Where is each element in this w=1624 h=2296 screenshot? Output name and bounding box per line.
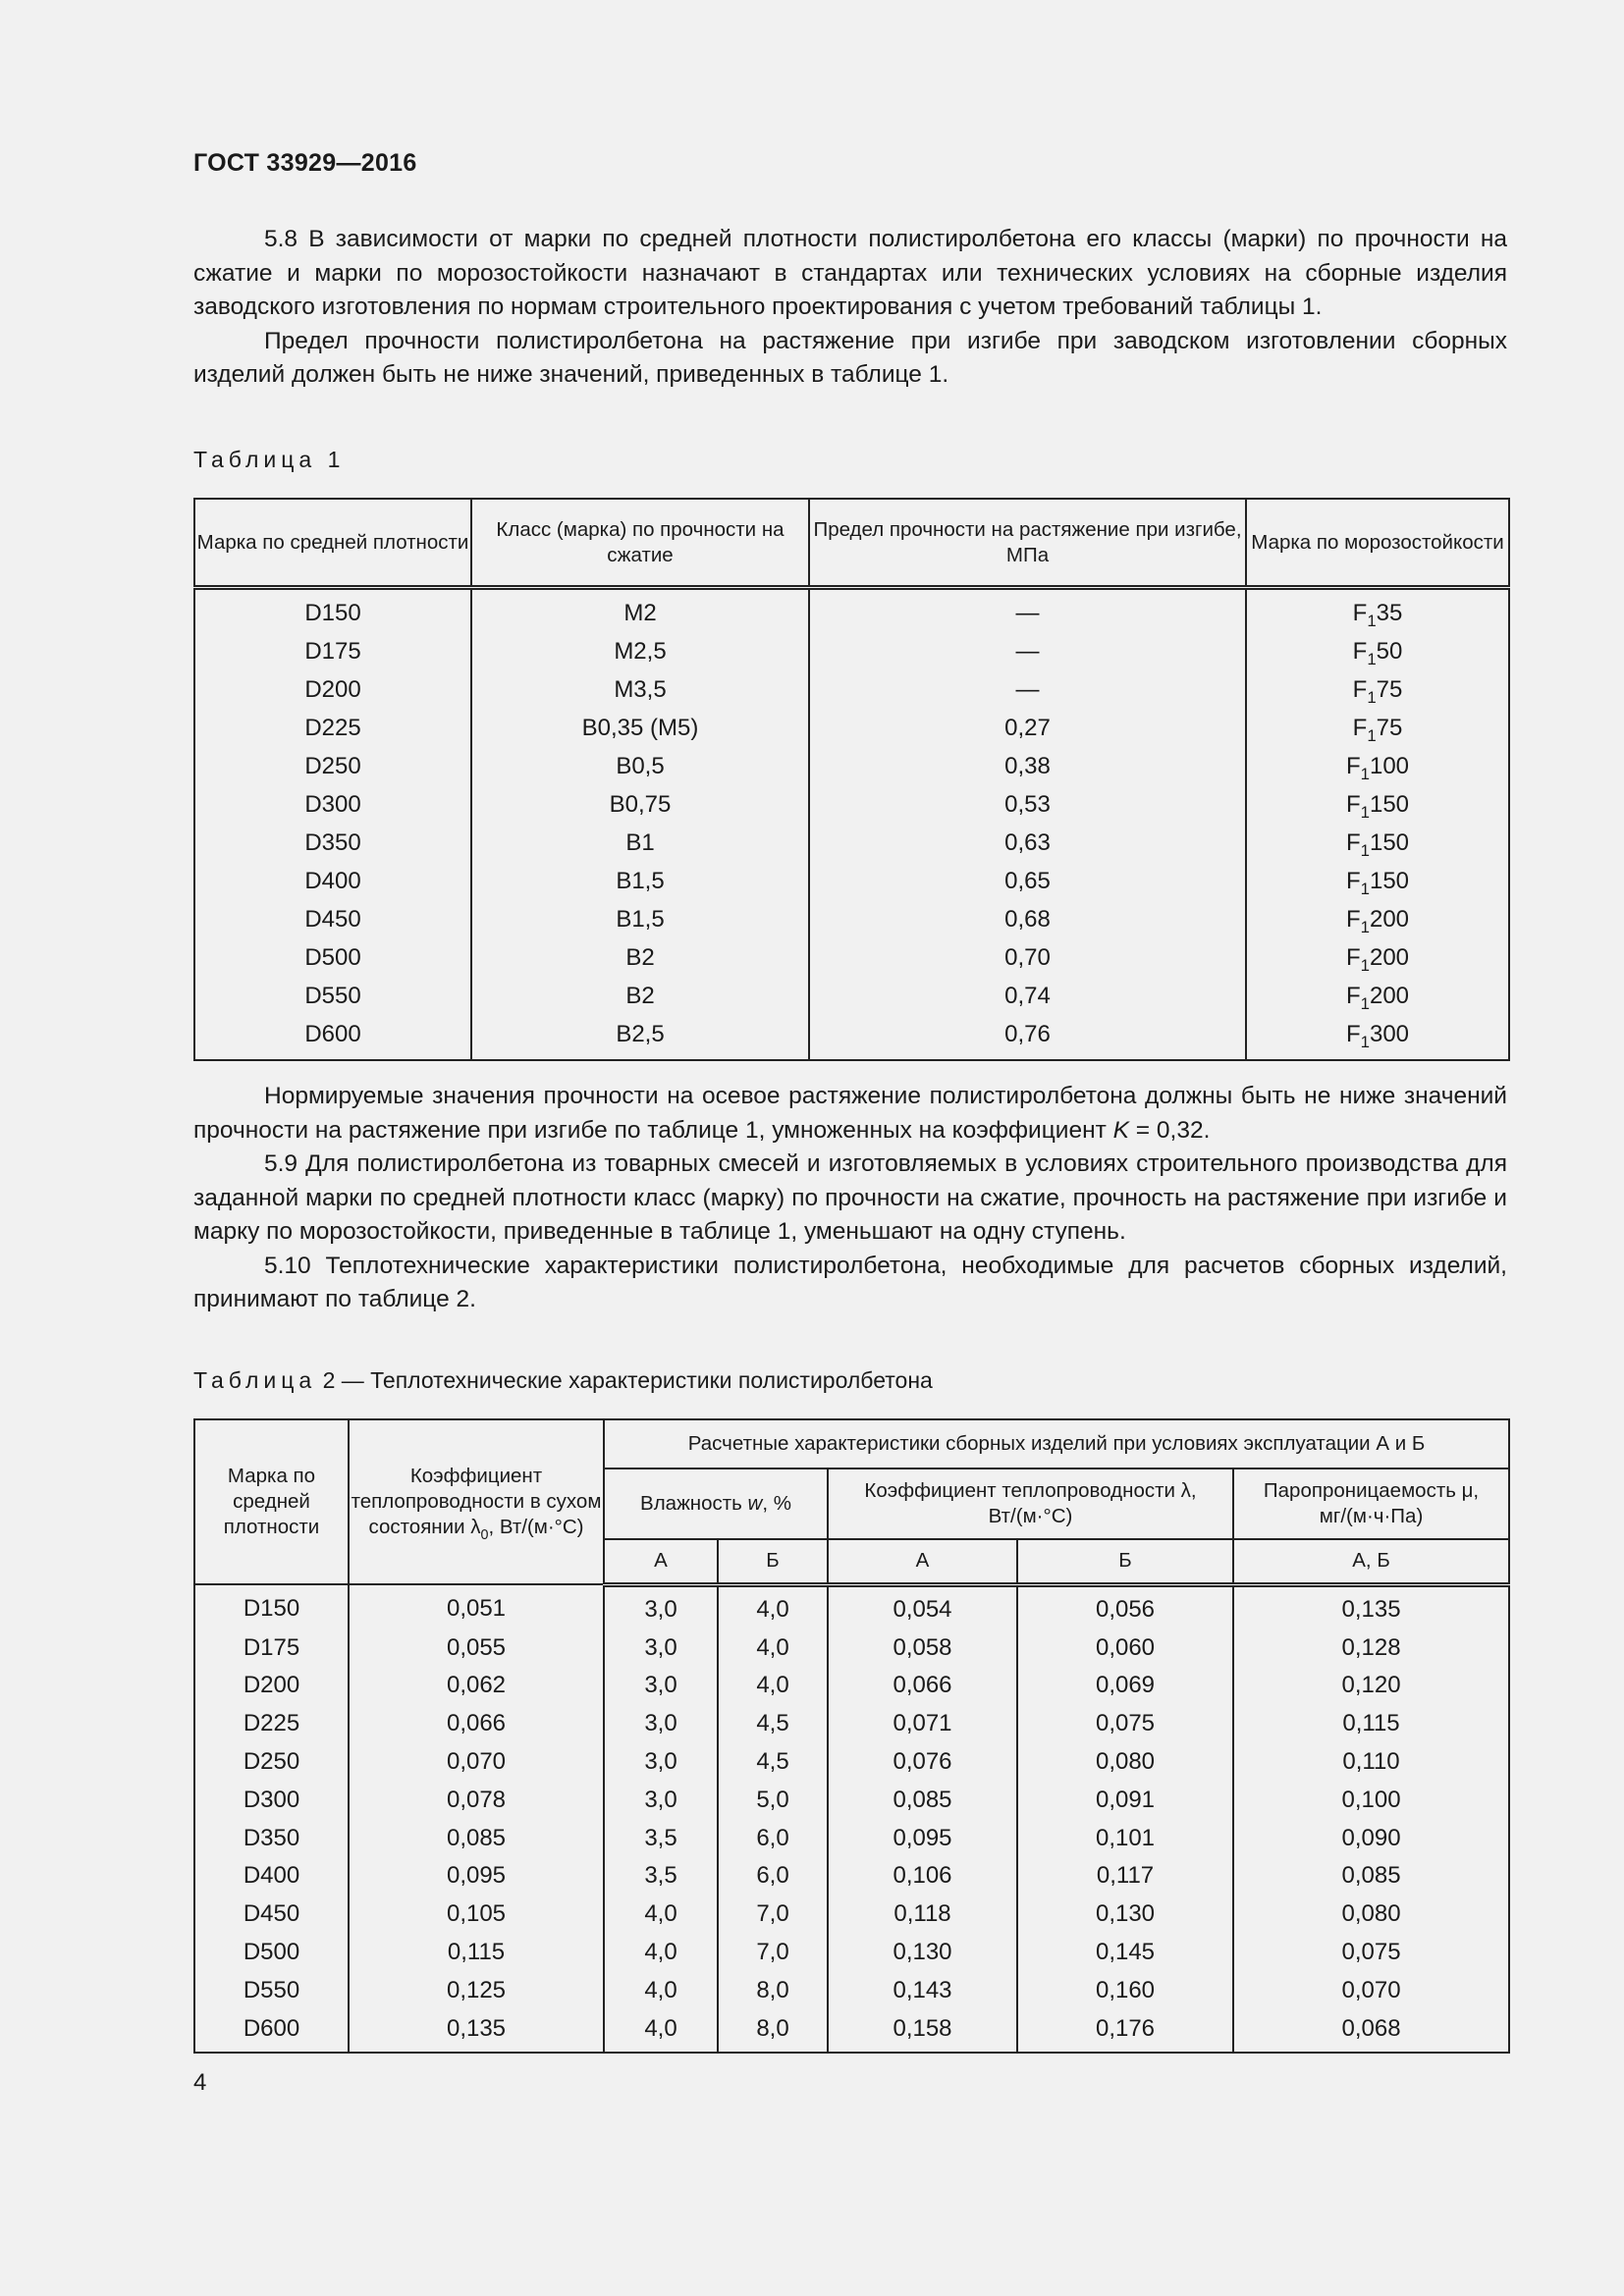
table2-header-conductivity-b: Б <box>1017 1539 1233 1584</box>
table1-cell-d: D150 <box>194 588 471 633</box>
table2-cell-mu: 0,075 <box>1233 1934 1509 1972</box>
frost-prefix: F <box>1345 828 1361 856</box>
table2-cell-mu: 0,135 <box>1233 1584 1509 1629</box>
table1-cell-cls: М2,5 <box>471 632 809 670</box>
table2-caption <box>193 1367 933 1394</box>
table2-cell-wa: 4,0 <box>604 1934 718 1972</box>
table1-cell-str: — <box>809 588 1246 633</box>
table2-cell-la: 0,095 <box>828 1819 1017 1857</box>
table2-header-conductivity: Коэффициент теплопроводности λ, Вт/(м·°С) <box>828 1468 1233 1539</box>
table1-header-density: Марка по средней плотности <box>194 499 471 588</box>
table1-row <box>194 862 1509 900</box>
frost-prefix: F <box>1345 943 1361 971</box>
table2-header-conductivity-a: А <box>828 1539 1017 1584</box>
table2-cell-d: D600 <box>194 2009 349 2053</box>
table1-row <box>194 977 1509 1015</box>
table2-header-group: Расчетные характеристики сборных изделий при условиях эксплуатации А и Б <box>604 1419 1509 1468</box>
table2-cell-l0: 0,125 <box>349 1971 604 2009</box>
table2-header-moisture-text: Влажность <box>640 1492 748 1515</box>
table1-cell-str: 0,38 <box>809 747 1246 785</box>
table2-row <box>194 1934 1509 1972</box>
table2-cell-wa: 4,0 <box>604 1896 718 1934</box>
table2-cell-l0: 0,115 <box>349 1934 604 1972</box>
table1-cell-d: D175 <box>194 632 471 670</box>
table2-row <box>194 2009 1509 2053</box>
table1-cell-d: D250 <box>194 747 471 785</box>
table1-header-bending-strength: Предел прочности на растяжение при изгибе, МПа <box>809 499 1246 588</box>
table2-cell-mu: 0,090 <box>1233 1819 1509 1857</box>
table1-cell-cls: В2 <box>471 938 809 977</box>
table1-cell-str: 0,65 <box>809 862 1246 900</box>
table1-row <box>194 632 1509 670</box>
table2-cell-lb: 0,176 <box>1017 2009 1233 2053</box>
table1-cell-str: 0,53 <box>809 785 1246 824</box>
table2-header-dry-conductivity-text: Коэффициент теплопроводности в сухом состоянии λ <box>351 1465 602 1538</box>
frost-subscript: 1 <box>1360 879 1370 898</box>
table1-cell-str: — <box>809 632 1246 670</box>
table1-cell-cls: М2 <box>471 588 809 633</box>
table1-cell-d: D200 <box>194 670 471 709</box>
table2-cell-d: D225 <box>194 1705 349 1743</box>
table2-cell-mu: 0,120 <box>1233 1667 1509 1705</box>
table2-cell-l0: 0,062 <box>349 1667 604 1705</box>
table2-cell-la: 0,054 <box>828 1584 1017 1629</box>
table1-cell-str: 0,76 <box>809 1015 1246 1060</box>
frost-subscript: 1 <box>1360 993 1370 1013</box>
table2-cell-wb: 4,0 <box>718 1629 828 1667</box>
table2-cell-la: 0,071 <box>828 1705 1017 1743</box>
table2-header-moisture-b: Б <box>718 1539 828 1584</box>
page-number: 4 <box>193 2069 207 2096</box>
table2-cell-l0: 0,085 <box>349 1819 604 1857</box>
table2-cell-wa: 4,0 <box>604 1971 718 2009</box>
table2-cell-l0: 0,066 <box>349 1705 604 1743</box>
table1-body <box>194 588 1509 1061</box>
table1-cell-d: D450 <box>194 900 471 938</box>
frost-value: 75 <box>1376 675 1403 703</box>
paragraph-axial-tension <box>193 1080 1507 1148</box>
table2-cell-wb: 4,5 <box>718 1705 828 1743</box>
table1-cell-cls: В2 <box>471 977 809 1015</box>
frost-subscript: 1 <box>1367 687 1377 707</box>
table2-cell-wa: 3,0 <box>604 1705 718 1743</box>
table1-row <box>194 670 1509 709</box>
table2-cell-wb: 5,0 <box>718 1781 828 1819</box>
table-2 <box>193 1418 1510 2054</box>
table2-row <box>194 1819 1509 1857</box>
frost-subscript: 1 <box>1360 802 1370 822</box>
table1-cell-cls: В1 <box>471 824 809 862</box>
table2-cell-wb: 7,0 <box>718 1896 828 1934</box>
frost-value: 150 <box>1369 790 1410 818</box>
table2-cell-wa: 3,0 <box>604 1629 718 1667</box>
table1-header-frost: Марка по морозостойкости <box>1246 499 1509 588</box>
table1-row <box>194 1015 1509 1060</box>
table1-cell-d: D400 <box>194 862 471 900</box>
frost-value: 150 <box>1369 867 1410 894</box>
frost-subscript: 1 <box>1360 840 1370 860</box>
table1-cell-d: D500 <box>194 938 471 977</box>
table2-cell-lb: 0,080 <box>1017 1743 1233 1782</box>
document-header: ГОСТ 33929—2016 <box>193 149 417 177</box>
table2-cell-wb: 8,0 <box>718 1971 828 2009</box>
table1-caption: Таблица 1 <box>193 447 346 472</box>
table2-cell-la: 0,143 <box>828 1971 1017 2009</box>
table1-cell-d: D600 <box>194 1015 471 1060</box>
table2-cell-lb: 0,130 <box>1017 1896 1233 1934</box>
frost-value: 200 <box>1369 943 1410 971</box>
table2-cell-mu: 0,068 <box>1233 2009 1509 2053</box>
table1-row <box>194 785 1509 824</box>
table2-cell-la: 0,066 <box>828 1667 1017 1705</box>
frost-prefix: F <box>1345 905 1361 933</box>
intro-text <box>193 223 1507 393</box>
table2-row <box>194 1705 1509 1743</box>
table2-cell-l0: 0,135 <box>349 2009 604 2053</box>
paragraph-5-8: 5.8 В зависимости от марки по средней плотности полистиролбетона его классы (марки) по прочности на сжатие и марки по морозостойкости назначают в стандартах или технических условиях на сборные изделия заводского изготовления по нормам строительного проектирования с учетом требований таблицы 1. <box>193 226 1507 320</box>
table2-cell-l0: 0,055 <box>349 1629 604 1667</box>
table1-cell-str: 0,68 <box>809 900 1246 938</box>
table1-row <box>194 709 1509 747</box>
table2-row <box>194 1781 1509 1819</box>
table1-cell-d: D350 <box>194 824 471 862</box>
table2-row <box>194 1896 1509 1934</box>
table2-header-vapor: Паропроницаемость μ, мг/(м·ч·Па) <box>1233 1468 1509 1539</box>
table2-cell-d: D400 <box>194 1857 349 1896</box>
table1-cell-cls: В2,5 <box>471 1015 809 1060</box>
table2-cell-wa: 3,5 <box>604 1857 718 1896</box>
paragraph-axial-tension-start: Нормируемые значения прочности на осевое растяжение полистиролбетона должны быть не ниже значений прочности на растяжение при изгибе по таблице 1, умноженных на коэффициент <box>193 1083 1507 1144</box>
table2-cell-l0: 0,070 <box>349 1743 604 1782</box>
middle-text <box>193 1080 1507 1317</box>
frost-value: 35 <box>1376 599 1403 626</box>
frost-subscript: 1 <box>1367 649 1377 668</box>
table2-header-density: Марка по средней плотности <box>194 1419 349 1584</box>
table1-cell-cls: В0,5 <box>471 747 809 785</box>
table2-cell-mu: 0,110 <box>1233 1743 1509 1782</box>
table2-cell-la: 0,106 <box>828 1857 1017 1896</box>
table1-cell-frost <box>1246 709 1509 747</box>
table2-cell-wb: 6,0 <box>718 1819 828 1857</box>
table1-header-row <box>194 499 1509 588</box>
table2-header-moisture-a: А <box>604 1539 718 1584</box>
table1-row <box>194 900 1509 938</box>
frost-value: 200 <box>1369 982 1410 1009</box>
table1-cell-frost <box>1246 938 1509 977</box>
coefficient-k: K <box>1112 1116 1129 1144</box>
paragraph-5-9: 5.9 Для полистиролбетона из товарных смесей и изготовляемых в условиях строительного производства для заданной марки по средней плотности класс (марку) по прочности на сжатие, прочность на растяжение при изгибе и марку по морозостойкости, приведенные в таблице 1, уменьшают на одну ступень. <box>193 1150 1507 1245</box>
table2-cell-la: 0,076 <box>828 1743 1017 1782</box>
frost-prefix: F <box>1345 867 1361 894</box>
table1-cell-frost <box>1246 1015 1509 1060</box>
frost-prefix: F <box>1345 752 1361 779</box>
frost-prefix: F <box>1345 1020 1361 1047</box>
table1-cell-frost <box>1246 900 1509 938</box>
table2-header-dry-conductivity-unit: , Вт/(м·°С) <box>488 1516 584 1538</box>
table2-cell-wa: 3,0 <box>604 1667 718 1705</box>
table1-cell-frost <box>1246 670 1509 709</box>
table1-cell-frost <box>1246 862 1509 900</box>
table1-cell-str: — <box>809 670 1246 709</box>
table2-row <box>194 1629 1509 1667</box>
table2-cell-wb: 4,0 <box>718 1667 828 1705</box>
frost-subscript: 1 <box>1360 764 1370 783</box>
table2-cell-wa: 3,0 <box>604 1781 718 1819</box>
table2-header-moisture-unit: , % <box>762 1492 791 1515</box>
frost-value: 200 <box>1369 905 1410 933</box>
table-1 <box>193 498 1510 1061</box>
frost-prefix: F <box>1352 675 1368 703</box>
table1-row <box>194 824 1509 862</box>
paragraph-axial-tension-end: = 0,32. <box>1128 1116 1211 1144</box>
frost-value: 100 <box>1369 752 1410 779</box>
table2-cell-mu: 0,115 <box>1233 1705 1509 1743</box>
table2-cell-d: D500 <box>194 1934 349 1972</box>
table2-header-row-1 <box>194 1419 1509 1468</box>
table2-cell-la: 0,158 <box>828 2009 1017 2053</box>
table1-row <box>194 588 1509 633</box>
table2-caption-label: Таблица <box>193 1367 317 1393</box>
paragraph-strength-limit: Предел прочности полистиролбетона на растяжение при изгибе при заводском изготовлении сборных изделий должен быть не ниже значений, приведенных в таблице 1. <box>193 327 1507 388</box>
table2-cell-d: D200 <box>194 1667 349 1705</box>
frost-prefix: F <box>1352 714 1368 741</box>
table2-cell-mu: 0,080 <box>1233 1896 1509 1934</box>
table2-row <box>194 1971 1509 2009</box>
table1-row <box>194 747 1509 785</box>
table2-cell-d: D450 <box>194 1896 349 1934</box>
table2-cell-d: D175 <box>194 1629 349 1667</box>
table2-cell-lb: 0,160 <box>1017 1971 1233 2009</box>
table1-cell-d: D300 <box>194 785 471 824</box>
paragraph-5-10: 5.10 Теплотехнические характеристики полистиролбетона, необходимые для расчетов сборных изделий, принимают по таблице 2. <box>193 1252 1507 1312</box>
table1-cell-cls: В1,5 <box>471 862 809 900</box>
table1-cell-frost <box>1246 632 1509 670</box>
table1-cell-frost <box>1246 977 1509 1015</box>
frost-value: 75 <box>1376 714 1403 741</box>
table2-cell-wb: 7,0 <box>718 1934 828 1972</box>
table2-cell-d: D550 <box>194 1971 349 2009</box>
table2-cell-wa: 3,0 <box>604 1743 718 1782</box>
table2-cell-lb: 0,091 <box>1017 1781 1233 1819</box>
table2-cell-wa: 4,0 <box>604 2009 718 2053</box>
frost-prefix: F <box>1345 982 1361 1009</box>
table2-cell-wb: 4,0 <box>718 1584 828 1629</box>
table2-cell-wb: 8,0 <box>718 2009 828 2053</box>
table1-cell-frost <box>1246 785 1509 824</box>
table1-cell-str: 0,63 <box>809 824 1246 862</box>
table2-cell-lb: 0,075 <box>1017 1705 1233 1743</box>
frost-subscript: 1 <box>1360 955 1370 975</box>
table1-cell-frost <box>1246 824 1509 862</box>
table1-cell-d: D225 <box>194 709 471 747</box>
table2-cell-wa: 3,0 <box>604 1584 718 1629</box>
frost-prefix: F <box>1345 790 1361 818</box>
table2-cell-la: 0,118 <box>828 1896 1017 1934</box>
table2-cell-d: D300 <box>194 1781 349 1819</box>
table2-cell-mu: 0,100 <box>1233 1781 1509 1819</box>
frost-subscript: 1 <box>1367 725 1377 745</box>
table2-cell-l0: 0,051 <box>349 1584 604 1629</box>
frost-subscript: 1 <box>1360 917 1370 936</box>
table2-cell-l0: 0,078 <box>349 1781 604 1819</box>
table2-row <box>194 1667 1509 1705</box>
table1-cell-str: 0,74 <box>809 977 1246 1015</box>
table1-row <box>194 938 1509 977</box>
frost-value: 300 <box>1369 1020 1410 1047</box>
table2-caption-title: 2 — Теплотехнические характеристики полистиролбетона <box>316 1367 933 1393</box>
table2-header-moisture-w: w <box>747 1492 763 1515</box>
table1-cell-cls: В0,75 <box>471 785 809 824</box>
table2-header-vapor-ab: А, Б <box>1233 1539 1509 1584</box>
table2-cell-lb: 0,069 <box>1017 1667 1233 1705</box>
table2-row <box>194 1584 1509 1629</box>
table1-cell-str: 0,70 <box>809 938 1246 977</box>
table2-cell-wb: 6,0 <box>718 1857 828 1896</box>
table1-cell-frost <box>1246 747 1509 785</box>
table2-cell-lb: 0,145 <box>1017 1934 1233 1972</box>
table2-row <box>194 1857 1509 1896</box>
table2-cell-wb: 4,5 <box>718 1743 828 1782</box>
table2-cell-l0: 0,105 <box>349 1896 604 1934</box>
table1-cell-d: D550 <box>194 977 471 1015</box>
table2-cell-lb: 0,060 <box>1017 1629 1233 1667</box>
frost-prefix: F <box>1352 637 1368 665</box>
frost-subscript: 1 <box>1360 1032 1370 1051</box>
table2-cell-la: 0,085 <box>828 1781 1017 1819</box>
table2-cell-mu: 0,085 <box>1233 1857 1509 1896</box>
table2-cell-la: 0,130 <box>828 1934 1017 1972</box>
table2-cell-mu: 0,128 <box>1233 1629 1509 1667</box>
table2-cell-mu: 0,070 <box>1233 1971 1509 2009</box>
table1-cell-frost <box>1246 588 1509 633</box>
frost-subscript: 1 <box>1367 611 1377 630</box>
table2-header-moisture <box>604 1468 828 1539</box>
table1-cell-cls: В0,35 (М5) <box>471 709 809 747</box>
table2-cell-d: D350 <box>194 1819 349 1857</box>
table2-cell-l0: 0,095 <box>349 1857 604 1896</box>
frost-value: 150 <box>1369 828 1410 856</box>
table2-cell-d: D250 <box>194 1743 349 1782</box>
table1-cell-str: 0,27 <box>809 709 1246 747</box>
table2-row <box>194 1743 1509 1782</box>
frost-value: 50 <box>1376 637 1403 665</box>
table2-cell-lb: 0,117 <box>1017 1857 1233 1896</box>
table2-body <box>194 1584 1509 2053</box>
table1-cell-cls: В1,5 <box>471 900 809 938</box>
table2-cell-wa: 3,5 <box>604 1819 718 1857</box>
table2-cell-la: 0,058 <box>828 1629 1017 1667</box>
table1-header-class: Класс (марка) по прочности на сжатие <box>471 499 809 588</box>
table2-cell-lb: 0,101 <box>1017 1819 1233 1857</box>
table2-header-lambda-subscript: 0 <box>480 1527 489 1543</box>
frost-prefix: F <box>1352 599 1368 626</box>
table2-cell-d: D150 <box>194 1584 349 1629</box>
table2-cell-lb: 0,056 <box>1017 1584 1233 1629</box>
table1-cell-cls: М3,5 <box>471 670 809 709</box>
table2-header-dry-conductivity <box>349 1419 604 1584</box>
